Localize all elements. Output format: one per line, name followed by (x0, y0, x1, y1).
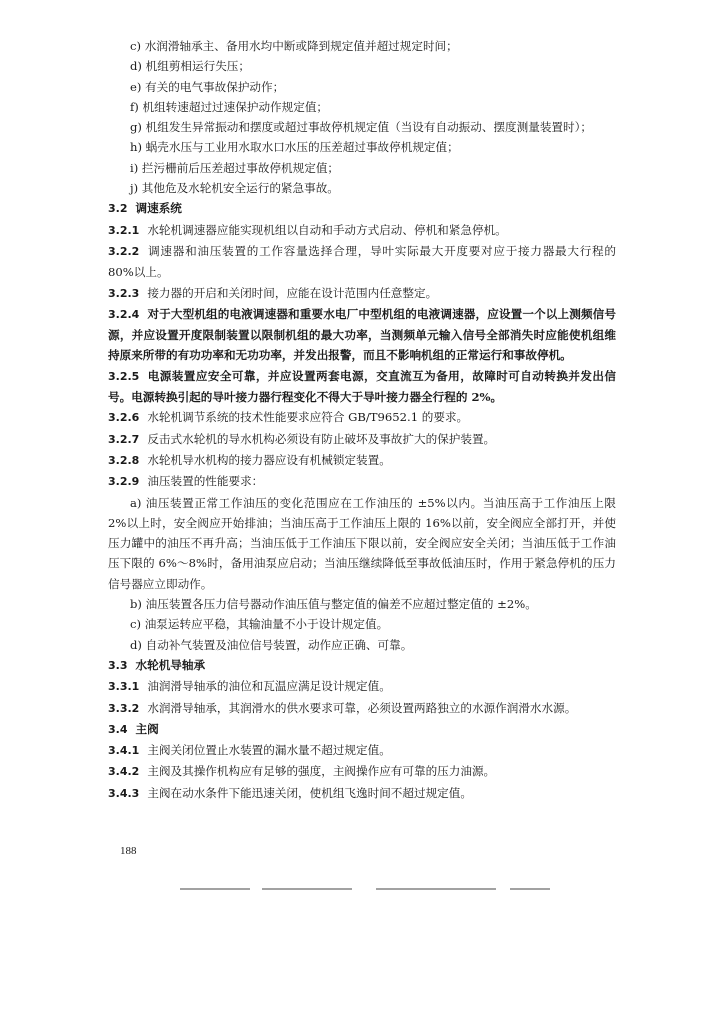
clause-number: 3.2.9 (108, 475, 140, 489)
clause-3-4-2 (108, 761, 616, 782)
clause-number: 3.2.8 (108, 453, 140, 467)
clause-text: 电源装置应安全可靠，并应设置两套电源，交直流互为备用，故障时可自动转换并发出信号。电源转换引起的导叶接力器行程变化不得大于导叶接力器全行程的 2%。 (108, 368, 616, 405)
clause-text: 主阀及其操作机构应有足够的强度，主阀操作应有可靠的压力油源。 (147, 764, 496, 779)
clause-number: 3.2.7 (108, 432, 140, 446)
oil-item-b: b) 油压装置各压力信号器动作油压值与整定值的偏差不应超过整定值的 ±2%。 (130, 597, 537, 612)
section-title: 调速系统 (135, 201, 182, 216)
clause-text: 油润滑导轴承的油位和瓦温应满足设计规定值。 (147, 679, 391, 694)
clause-number: 3.4.3 (108, 786, 140, 800)
clause-text: 反击式水轮机的导水机构必须设有防止破坏及事故扩大的保护装置。 (147, 431, 496, 446)
oil-item-d: d) 自动补气装置及油位信号装置，动作应正确、可靠。 (130, 637, 413, 652)
section-number: 3.3 (108, 658, 128, 672)
clause-number: 3.2.4 (108, 307, 140, 321)
clause-number: 3.4.2 (108, 765, 140, 779)
clause-3-2-5 (108, 366, 616, 408)
section-heading-3-4 (108, 719, 616, 740)
clause-number: 3.4.1 (108, 744, 140, 758)
clause-3-2-6 (108, 407, 616, 428)
clause-number: 3.2.3 (108, 286, 140, 300)
clause-text: 调速器和油压装置的工作容量选择合理，导叶实际最大开度要对应于接力器最大行程的 80%以上。 (108, 243, 616, 280)
clause-number: 3.2.5 (108, 369, 140, 383)
clause-3-2-3 (108, 283, 616, 304)
clause-number: 3.3.1 (108, 680, 140, 694)
clause-3-2-4 (108, 304, 616, 366)
clause-number: 3.2.2 (108, 244, 140, 258)
clause-3-2-1 (108, 220, 616, 241)
list-item-h: h) 蜗壳水压与工业用水取水口水压的压差超过事故停机规定值； (130, 140, 459, 155)
scan-artifact-line (376, 888, 496, 890)
section-heading-3-3 (108, 655, 616, 676)
clause-3-2-7 (108, 429, 616, 450)
list-item-c: c) 水润滑轴承主、备用水均中断或降到规定值并超过规定时间； (130, 39, 458, 53)
scan-artifact-line (262, 888, 352, 890)
document-body (108, 36, 616, 804)
clause-text: 主阀在动水条件下能迅速关闭，使机组飞逸时间不超过规定值。 (147, 785, 472, 800)
section-heading-3-2 (108, 198, 616, 219)
list-item-d: d) 机组剪相运行失压； (130, 59, 250, 74)
clause-3-4-3 (108, 783, 616, 804)
clause-text: 油压装置的性能要求： (147, 474, 264, 489)
section-title: 主阀 (135, 721, 159, 736)
clause-number: 3.2.1 (108, 223, 140, 237)
clause-text: 对于大型机组的电液调速器和重要水电厂中型机组的电液调速器，应设置一个以上测频信号源，并应设置开度限制装置以限制机组的最大功率，当测频单元输入信号全部消失时应能使机组维持原来所带的有功功率和无功功率，并发出报警，而且不影响机组的正常运行和事故停机。 (108, 306, 616, 363)
clause-3-2-8 (108, 450, 616, 471)
list-item-f: f) 机组转速超过过速保护动作规定值； (130, 99, 329, 114)
clause-text: 水轮机导水机构的接力器应设有机械锁定装置。 (147, 452, 391, 467)
scan-artifact-line (180, 888, 250, 890)
clause-text: 接力器的开启和关闭时间，应能在设计范围内任意整定。 (147, 285, 438, 300)
list-item-j: j) 其他危及水轮机安全运行的紧急事故。 (130, 181, 339, 196)
list-item-e: e) 有关的电气事故保护动作； (130, 79, 285, 94)
page-number: 188 (120, 845, 137, 857)
clause-number: 3.2.6 (108, 411, 140, 425)
list-item-i: i) 拦污栅前后压差超过事故停机规定值； (130, 160, 340, 175)
clause-text: 水润滑导轴承，其润滑水的供水要求可靠，必须设置两路独立的水源作润滑水水源。 (147, 700, 577, 715)
clause-3-3-2 (108, 698, 616, 719)
scan-artifact-line (510, 888, 550, 890)
clause-text: 水轮机调速器应能实现机组以自动和手动方式启动、停机和紧急停机。 (147, 222, 507, 237)
clause-3-2-9 (108, 471, 616, 492)
oil-item-c: c) 油泵运转应平稳，其输油量不小于设计规定值。 (130, 617, 389, 632)
section-title: 水轮机导轴承 (135, 657, 206, 672)
oil-item-a: a) 油压装置正常工作油压的变化范围应在工作油压的 ±5%以内。当油压高于工作油压上限 2%以上时，安全阀应开始排油；当油压高于工作油压上限的 16%以前，安全阀应全部打开，并使压力罐中的油压不再升高；当油压低于工作油压下限以前，安全阀应安全关闭；当油压低于工作油压下限的 6%～8%时，备用油泵应启动；当油压继续降低至事故低油压时，作用于紧急停机的压力信号器应立即动作。 (108, 495, 616, 591)
clause-text: 水轮机调节系统的技术性能要求应符合 GB/T9652.1 的要求。 (147, 410, 469, 425)
clause-text: 主阀关闭位置止水装置的漏水量不超过规定值。 (147, 743, 391, 758)
clause-3-2-2 (108, 241, 616, 283)
clause-number: 3.3.2 (108, 701, 140, 715)
section-number: 3.4 (108, 722, 128, 736)
section-number: 3.2 (108, 202, 128, 216)
list-item-g: g) 机组发生异常振动和摆度或超过事故停机规定值（当设有自动振动、摆度测量装置时）； (130, 120, 592, 135)
clause-3-4-1 (108, 740, 616, 761)
clause-3-3-1 (108, 676, 616, 697)
